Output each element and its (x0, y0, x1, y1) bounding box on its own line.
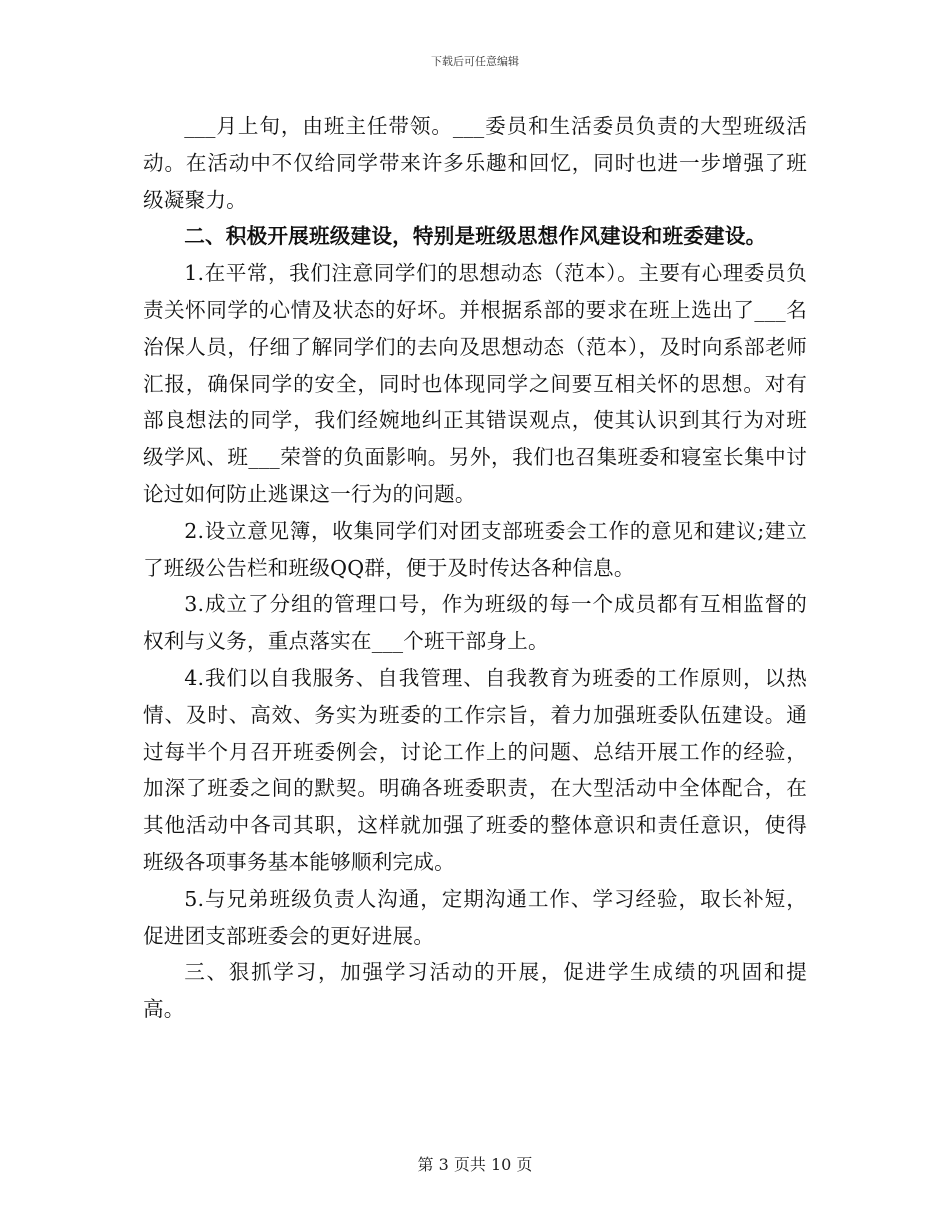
paragraph-activity: ___月上旬，由班主任带领。___委员和生活委员负责的大型班级活动。在活动中不仅给同学带来许多乐趣和回忆，同时也进一步增强了班级凝聚力。 (143, 114, 807, 212)
page-header: 下载后可任意编辑 (431, 55, 519, 68)
paragraph-item-4: 4.我们以自我服务、自我管理、自我教育为班委的工作原则，以热情、及时、高效、务实为班委的工作宗旨，着力加强班委队伍建设。通过每半个月召开班委例会，讨论工作上的问题、总结开展工作的经验，加深了班委之间的默契。明确各班委职责，在大型活动中全体配合，在其他活动中各司其职，这样就加强了班委的整体意识和责任意识，使得班级各项事务基本能够顺利完成。 (143, 665, 807, 874)
page-number: 第 3 页共 10 页 (417, 1155, 533, 1174)
section-heading-study: 三、狠抓学习，加强学习活动的开展，促进学生成绩的巩固和提高。 (143, 960, 807, 1022)
section-heading-class-building: 二、积极开展班级建设，特别是班级思想作风建设和班委建设。 (184, 224, 767, 249)
paragraph-item-1: 1.在平常，我们注意同学们的思想动态（范本）。主要有心理委员负责关怀同学的心情及状态的好坏。并根据系部的要求在班上选出了___名治保人员，仔细了解同学们的去向及思想动态（范本），及时向系部老师汇报，确保同学的安全，同时也体现同学之间要互相关怀的思想。对有部良想法的同学，我们经婉地纠正其错误观点，使其认识到其行为对班级学风、班___荣誉的负面影响。另外，我们也召集班委和寝室长集中讨论过如何防止逃课这一行为的问题。 (143, 261, 807, 506)
paragraph-item-3: 3.成立了分组的管理口号，作为班级的每一个成员都有互相监督的权利与义务，重点落实在___个班干部身上。 (143, 592, 807, 654)
paragraph-item-5: 5.与兄弟班级负责人沟通，定期沟通工作、学习经验，取长补短，促进团支部班委会的更好进展。 (143, 886, 807, 948)
document-body (143, 108, 807, 1028)
paragraph-item-2: 2.设立意见簿，收集同学们对团支部班委会工作的意见和建议;建立了班级公告栏和班级QQ群，便于及时传达各种信息。 (143, 518, 807, 580)
